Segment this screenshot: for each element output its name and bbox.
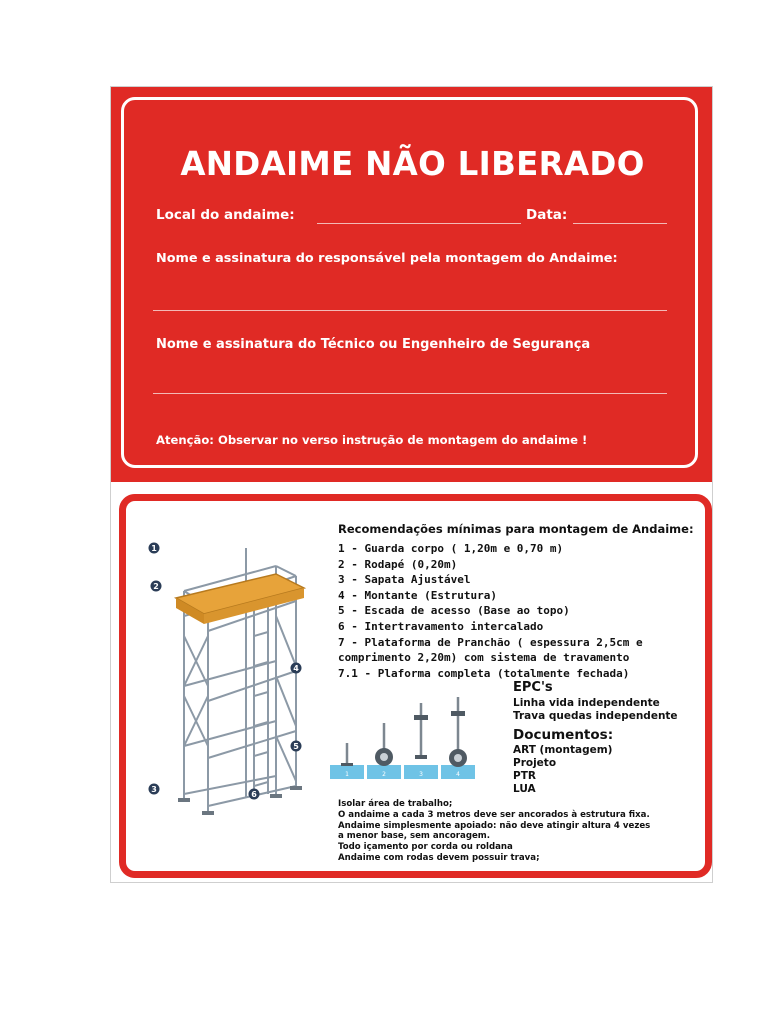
accessory-label-1: 1 [345, 771, 349, 778]
marker-4: 4 [293, 664, 299, 673]
documents-title: Documentos: [513, 727, 614, 743]
list-item: 1 - Guarda corpo ( 1,20m e 0,70 m) [338, 542, 564, 555]
accessory-label-4: 4 [456, 771, 460, 778]
documents-list [513, 744, 612, 796]
recommendations-list [338, 541, 643, 681]
list-item: Projeto [513, 757, 557, 769]
list-item: 3 - Sapata Ajustável [338, 573, 471, 587]
marker-2: 2 [153, 582, 159, 591]
list-item: 2 - Rodapé (0,20m) [338, 557, 458, 571]
accessory-label-3: 3 [419, 771, 423, 778]
local-label: Local do andaime: [156, 207, 295, 223]
list-item: LUA [513, 783, 536, 795]
list-item: 4 - Montante (Estrutura) [338, 588, 497, 602]
recommendations-title: Recomendações mínimas para montagem de Andaime: [338, 522, 694, 536]
list-item: Andaime simplesmente apoiado: não deve atingir altura 4 vezes [338, 820, 651, 831]
data-line [573, 223, 667, 224]
instructions-panel [119, 494, 712, 878]
sign-sheet [110, 86, 713, 883]
list-item: Trava quedas independente [513, 710, 678, 722]
list-item: PTR [513, 770, 536, 782]
list-item: O andaime a cada 3 metros deve ser ancorados à estrutura fixa. [338, 809, 650, 820]
marker-3: 3 [151, 785, 157, 794]
list-item: a menor base, sem ancoragem. [338, 831, 491, 842]
responsavel-label: Nome e assinatura do responsável pela montagem do Andaime: [156, 251, 618, 266]
list-item: 7.1 - Plaforma completa (totalmente fechada) [338, 666, 630, 680]
marker-5: 5 [293, 742, 299, 751]
epc-title: EPC's [513, 680, 553, 695]
notes-list [338, 799, 650, 864]
list-item: Andaime com rodas devem possuir trava; [338, 852, 540, 863]
list-item: Linha vida independente [513, 697, 660, 709]
local-line [317, 223, 521, 224]
list-item: 6 - Intertravamento intercalado [338, 619, 544, 633]
tecnico-line [153, 393, 667, 394]
responsavel-line [153, 310, 667, 311]
sign-title: ANDAIME NÃO LIBERADO [180, 145, 645, 183]
scaffold-illustration [146, 536, 326, 821]
data-label: Data: [526, 207, 568, 223]
list-item: Isolar área de trabalho; [338, 799, 453, 809]
warning-panel [111, 87, 712, 482]
marker-6: 6 [251, 790, 257, 799]
list-item: comprimento 2,20m) com sistema de travamento [338, 651, 630, 665]
accessories-illustration [328, 693, 478, 785]
list-item: 7 - Plataforma de Pranchão ( espessura 2,5cm e [338, 635, 643, 649]
accessory-label-2: 2 [382, 771, 386, 778]
list-item: ART (montagem) [513, 744, 613, 756]
tecnico-label: Nome e assinatura do Técnico ou Engenheiro de Segurança [156, 337, 591, 352]
epc-list [513, 697, 678, 723]
atencao-text: Atenção: Observar no verso instrução de montagem do andaime ! [156, 433, 588, 447]
list-item: Todo içamento por corda ou roldana [338, 842, 513, 853]
marker-1: 1 [151, 544, 157, 553]
list-item: 5 - Escada de acesso (Base ao topo) [338, 604, 570, 618]
